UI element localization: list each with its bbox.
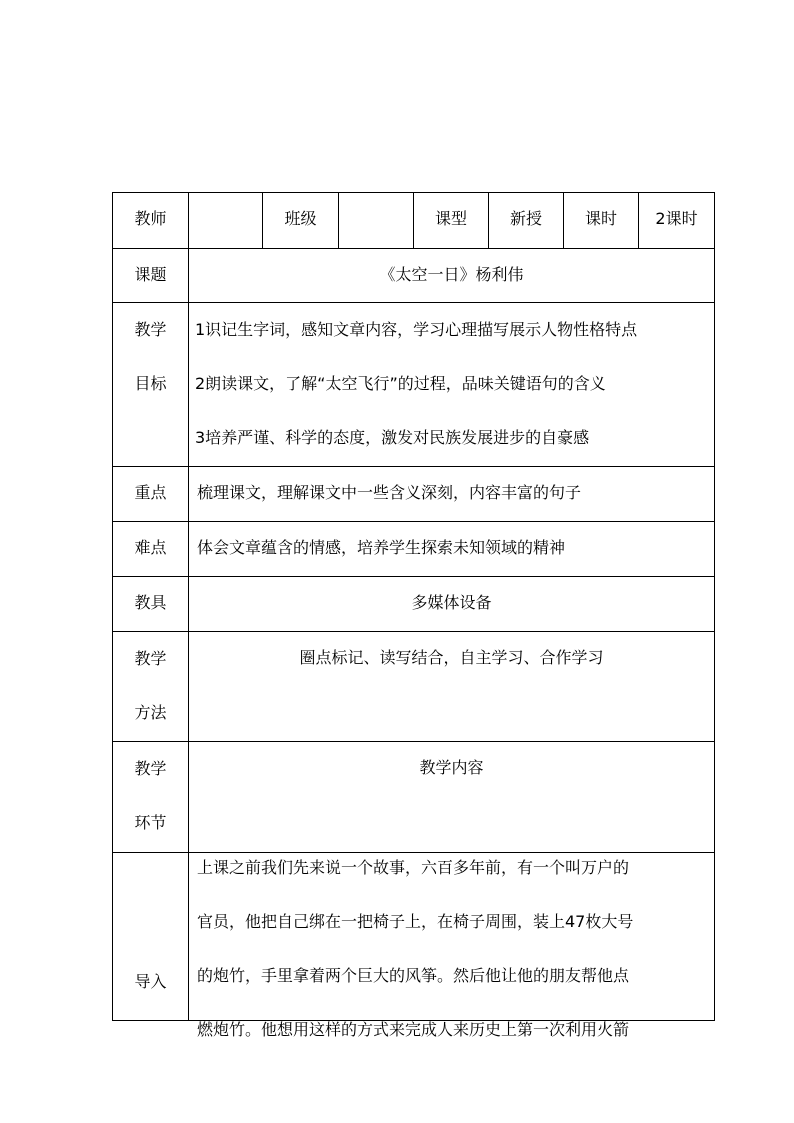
intro-line: 燃炮竹。他想用这样的方式来完成人来历史上第一次利用火箭 (197, 1020, 630, 1039)
topic-value: 《太空一日》杨利伟 (189, 249, 715, 303)
teacher-label: 教师 (113, 193, 189, 249)
goals-label: 教学 目标 (134, 320, 167, 393)
intro-line: 官员，他把自己绑在一把椅子上，在椅子周围，装上47枚大号 (197, 912, 634, 931)
key-point-label: 重点 (113, 467, 189, 522)
goal-item: 1识记生字词，感知文章内容，学习心理描写展示人物性格特点 (195, 320, 638, 339)
intro-label: 导入 (134, 972, 167, 991)
tools-label: 教具 (113, 577, 189, 632)
methods-row (113, 632, 715, 742)
intro-line: 上课之前我们先来说一个故事，六百多年前，有一个叫万户的 (197, 858, 630, 877)
difficulty-value: 体会文章蕴含的情感，培养学生探索未知领域的精神 (189, 522, 715, 577)
key-point-row (113, 467, 715, 522)
period-label: 课时 (564, 193, 639, 249)
tools-row (113, 577, 715, 632)
stages-value: 教学内容 (189, 742, 715, 853)
class-label: 班级 (263, 193, 339, 249)
period-value: 2课时 (639, 193, 715, 249)
difficulty-label: 难点 (113, 522, 189, 577)
header-row (113, 193, 715, 249)
methods-label: 教学 方法 (134, 649, 167, 722)
methods-value: 圈点标记、读写结合，自主学习、合作学习 (189, 632, 715, 742)
type-value: 新授 (489, 193, 564, 249)
lesson-plan-table (112, 192, 715, 1039)
topic-label: 课题 (113, 249, 189, 303)
goal-item: 3培养严谨、科学的态度，激发对民族发展进步的自豪感 (195, 428, 590, 447)
intro-row (113, 853, 715, 1021)
intro-text (189, 853, 715, 1039)
difficulty-row (113, 522, 715, 577)
topic-row (113, 249, 715, 303)
goal-item: 2朗读课文，了解“太空飞行”的过程，品味关键语句的含义 (195, 374, 606, 393)
stages-label: 教学 环节 (134, 759, 167, 832)
tools-value: 多媒体设备 (189, 577, 715, 632)
teacher-value (189, 193, 263, 249)
goals-list (189, 303, 715, 467)
type-label: 课型 (414, 193, 489, 249)
intro-line: 的炮竹，手里拿着两个巨大的风筝。然后他让他的朋友帮他点 (197, 966, 630, 985)
class-value (339, 193, 414, 249)
key-point-value: 梳理课文，理解课文中一些含义深刻，内容丰富的句子 (189, 467, 715, 522)
goals-row (113, 303, 715, 467)
stages-row (113, 742, 715, 853)
